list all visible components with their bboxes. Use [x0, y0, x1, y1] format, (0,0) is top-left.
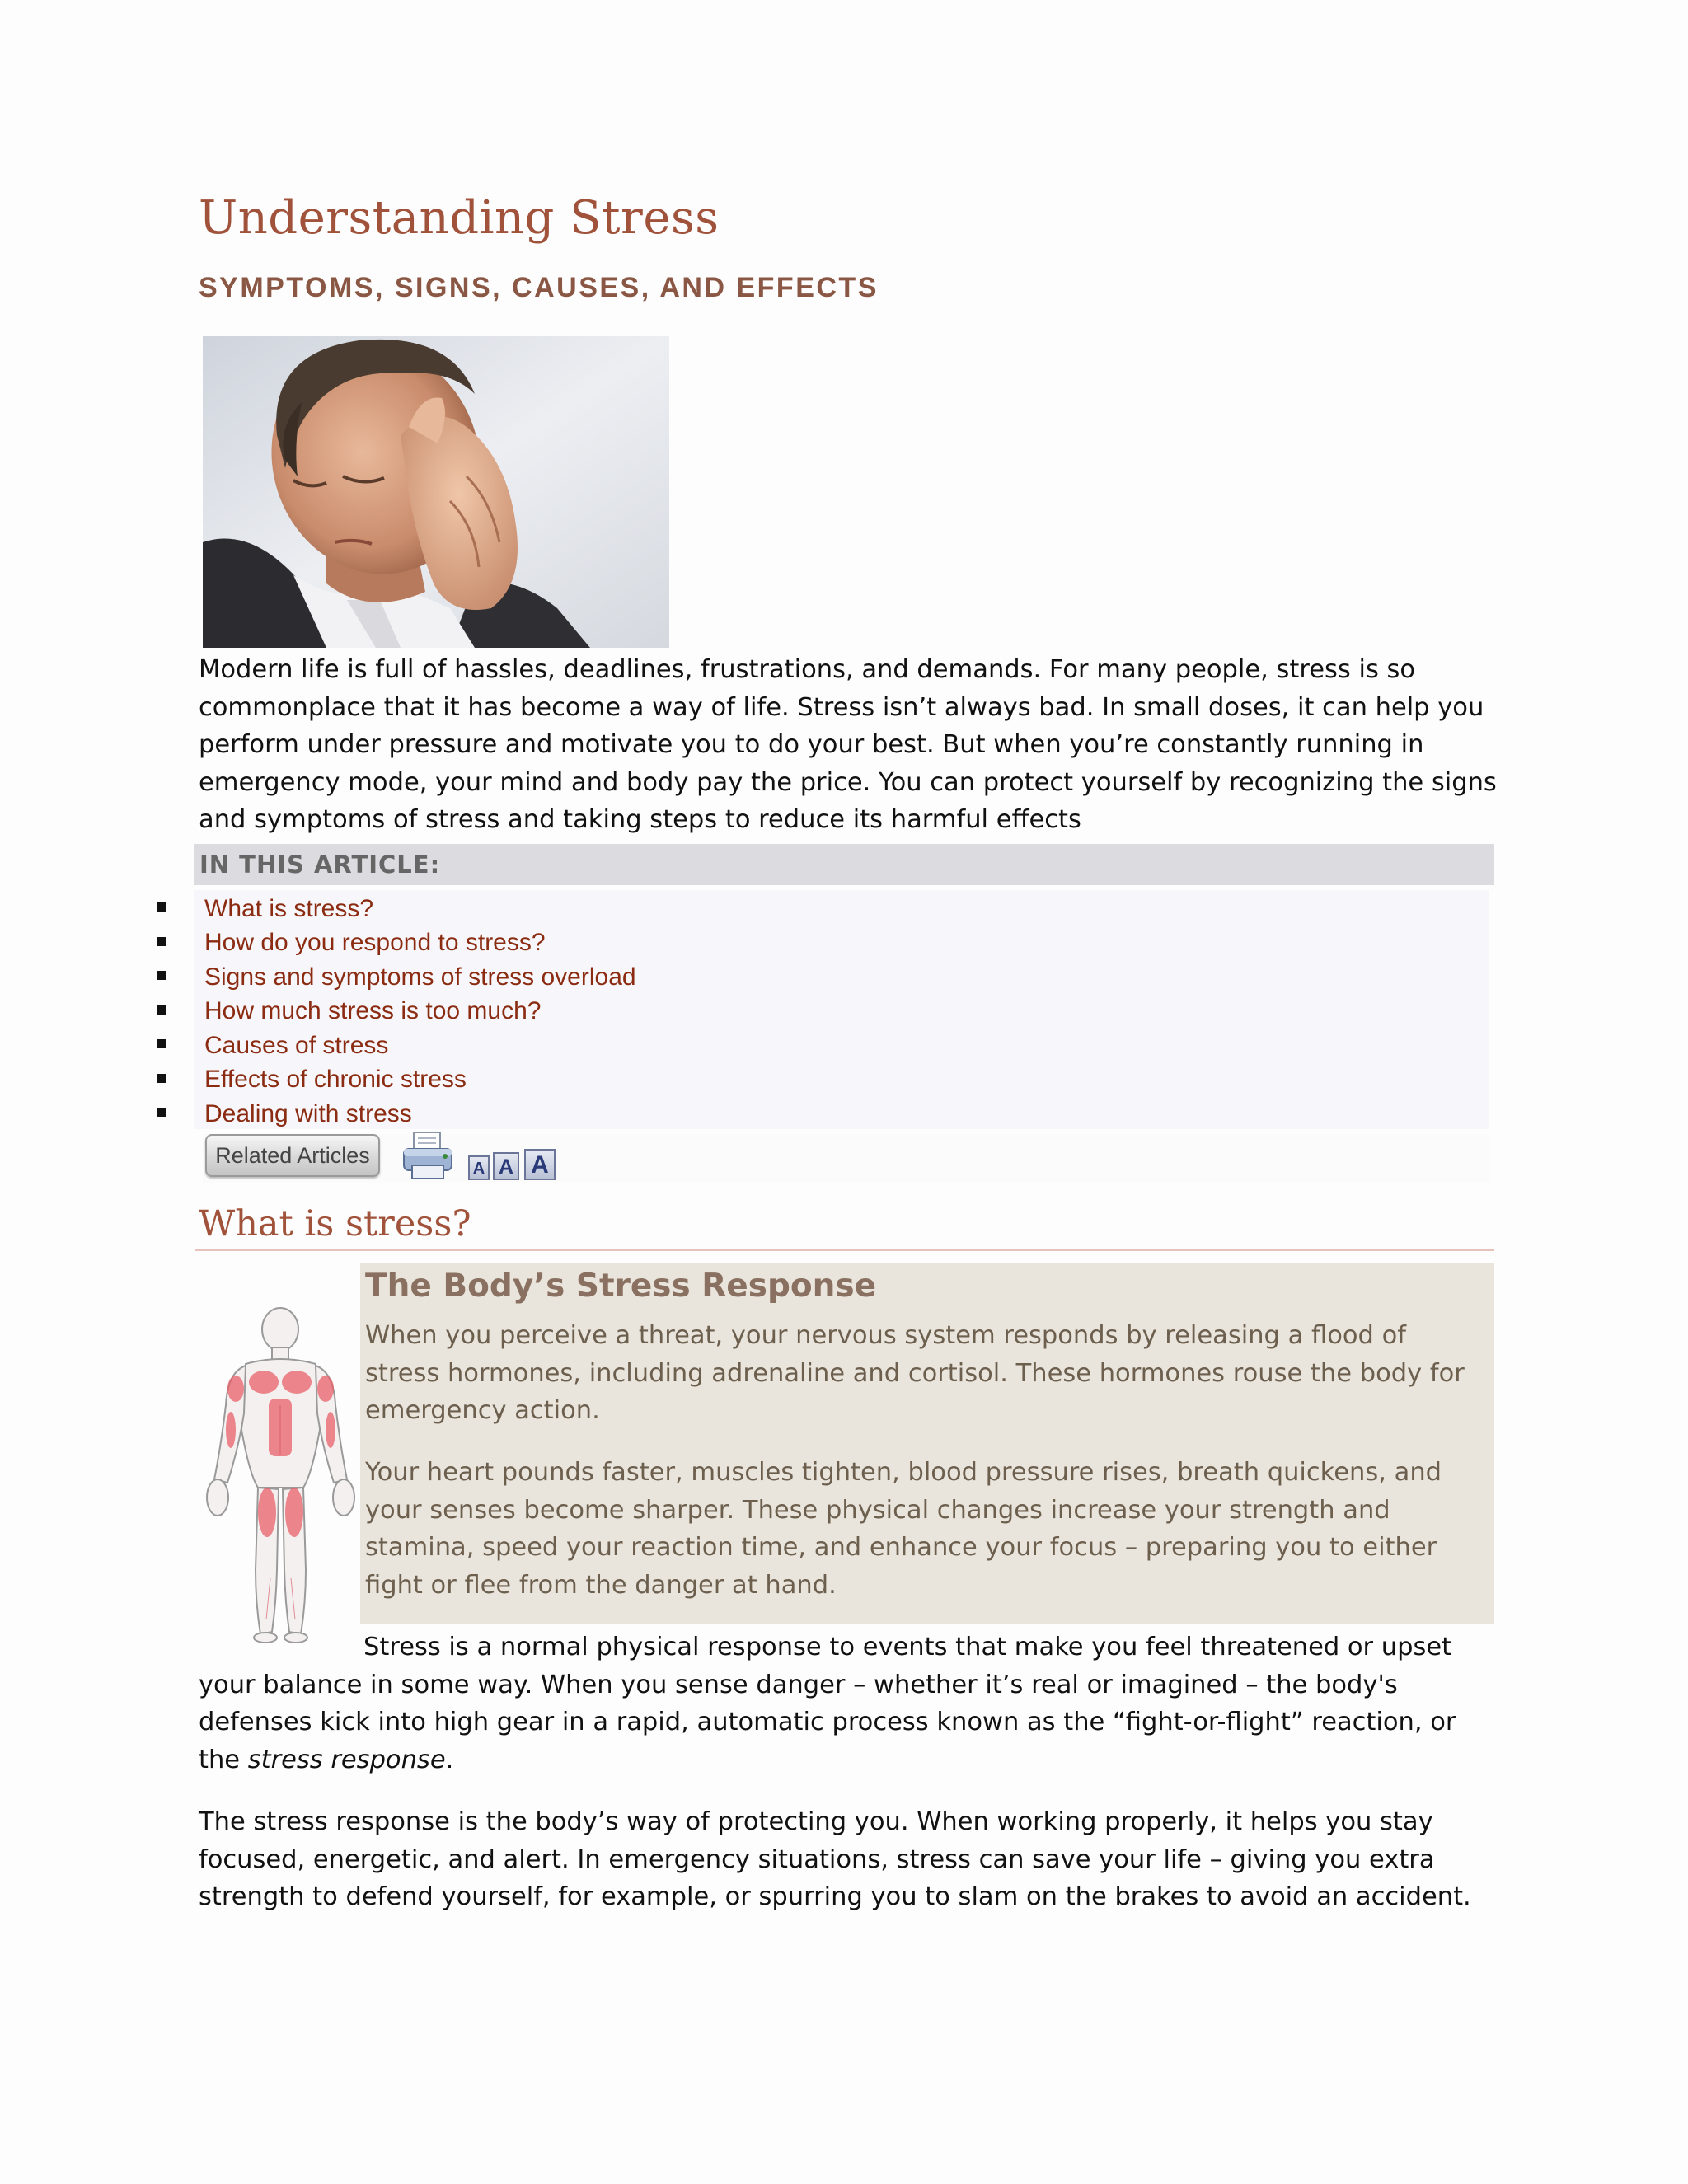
body-paragraph-2: The stress response is the body’s way of protecting you. When working properly, it helps you stay focused, energetic, and alert. In emergency situations, stress can save your life – giving you extra strength to defend yourself, for example, or spurring you to slam on the brakes to avoid an accident.: [199, 1807, 1471, 1911]
font-size-large-button[interactable]: A: [524, 1149, 556, 1180]
body-paragraph-1: [199, 1629, 1501, 1779]
callout-paragraph-2: Your heart pounds faster, muscles tighten, blood pressure rises, breath quickens, and your senses become sharper. These physical changes increase your strength and stamina, speed your reaction time, and enhance your focus – preparing you to either fight or flee from the danger at hand.: [365, 1458, 1442, 1600]
page-title: Understanding Stress: [199, 191, 720, 245]
bullet-icon: [157, 902, 166, 912]
callout-heading: The Body’s Stress Response: [365, 1268, 877, 1305]
bullet-icon: [157, 1039, 166, 1048]
toc-link-signs-symptoms[interactable]: Signs and symptoms of stress overload: [204, 963, 636, 991]
related-articles-button[interactable]: Related Articles: [205, 1134, 380, 1177]
toc-item: [157, 1063, 636, 1098]
toc-link-what-is-stress[interactable]: What is stress?: [204, 894, 374, 922]
toc-list: [157, 892, 636, 1132]
stressed-man-illustration: [203, 336, 669, 648]
toc-item: [157, 926, 636, 961]
bullet-icon: [157, 1108, 166, 1117]
toc-link-causes[interactable]: Causes of stress: [204, 1031, 389, 1059]
page-subtitle: SYMPTOMS, SIGNS, CAUSES, AND EFFECTS: [199, 272, 879, 303]
toc-item: [157, 1029, 636, 1063]
toc-link-effects[interactable]: Effects of chronic stress: [204, 1066, 467, 1094]
article-tools: [203, 1134, 1489, 1183]
section-divider: [195, 1249, 1494, 1251]
stress-response-callout: [360, 1263, 1494, 1624]
toc-item: [157, 1097, 636, 1132]
toc-item: [157, 995, 636, 1029]
font-size-small-button[interactable]: A: [468, 1155, 490, 1180]
toc-link-how-much[interactable]: How much stress is too much?: [204, 997, 542, 1025]
toc-link-how-respond[interactable]: How do you respond to stress?: [204, 929, 546, 957]
font-size-medium-button[interactable]: A: [493, 1152, 519, 1180]
bullet-icon: [157, 1074, 166, 1083]
toc-link-dealing[interactable]: Dealing with stress: [204, 1099, 412, 1127]
bullet-icon: [157, 971, 166, 980]
intro-paragraph: Modern life is full of hassles, deadlines, frustrations, and demands. For many people, stress is so commonplace that it has become a way of life. Stress isn’t always bad. In small doses, it can help you perform under pressure and motivate you to do your best. But when you’re constantly running in emergency mode, your mind and body pay the price. You can protect yourself by recognizing the signs and symptoms of stress and taking steps to reduce its harmful effects: [199, 655, 1497, 834]
body-paragraph-1-text: Stress is a normal physical response to events that make you feel threatened or upset your balance in some way. When you sense danger – whether it’s real or imagined – the body's defenses kick into high gear in a rapid, automatic process known as the “fight-or-flight” reaction, or the: [199, 1633, 1456, 1774]
toc-item: [157, 960, 636, 995]
print-icon[interactable]: [401, 1129, 455, 1183]
stress-response-term: stress response: [247, 1745, 446, 1774]
toc-header: IN THIS ARTICLE:: [194, 844, 1494, 885]
section-title-what-is-stress: What is stress?: [199, 1203, 471, 1244]
toc-item: [157, 892, 636, 926]
stressed-man-photo: [203, 336, 669, 648]
body-paragraph-1-end: .: [445, 1745, 454, 1774]
bullet-icon: [157, 1005, 166, 1015]
callout-paragraph-1: When you perceive a threat, your nervous system responds by releasing a flood of stress hormones, including adrenaline and cortisol. These hormones rouse the body for emergency action.: [365, 1321, 1465, 1425]
bullet-icon: [157, 937, 166, 946]
muscle-anatomy-figure: [196, 1306, 365, 1644]
